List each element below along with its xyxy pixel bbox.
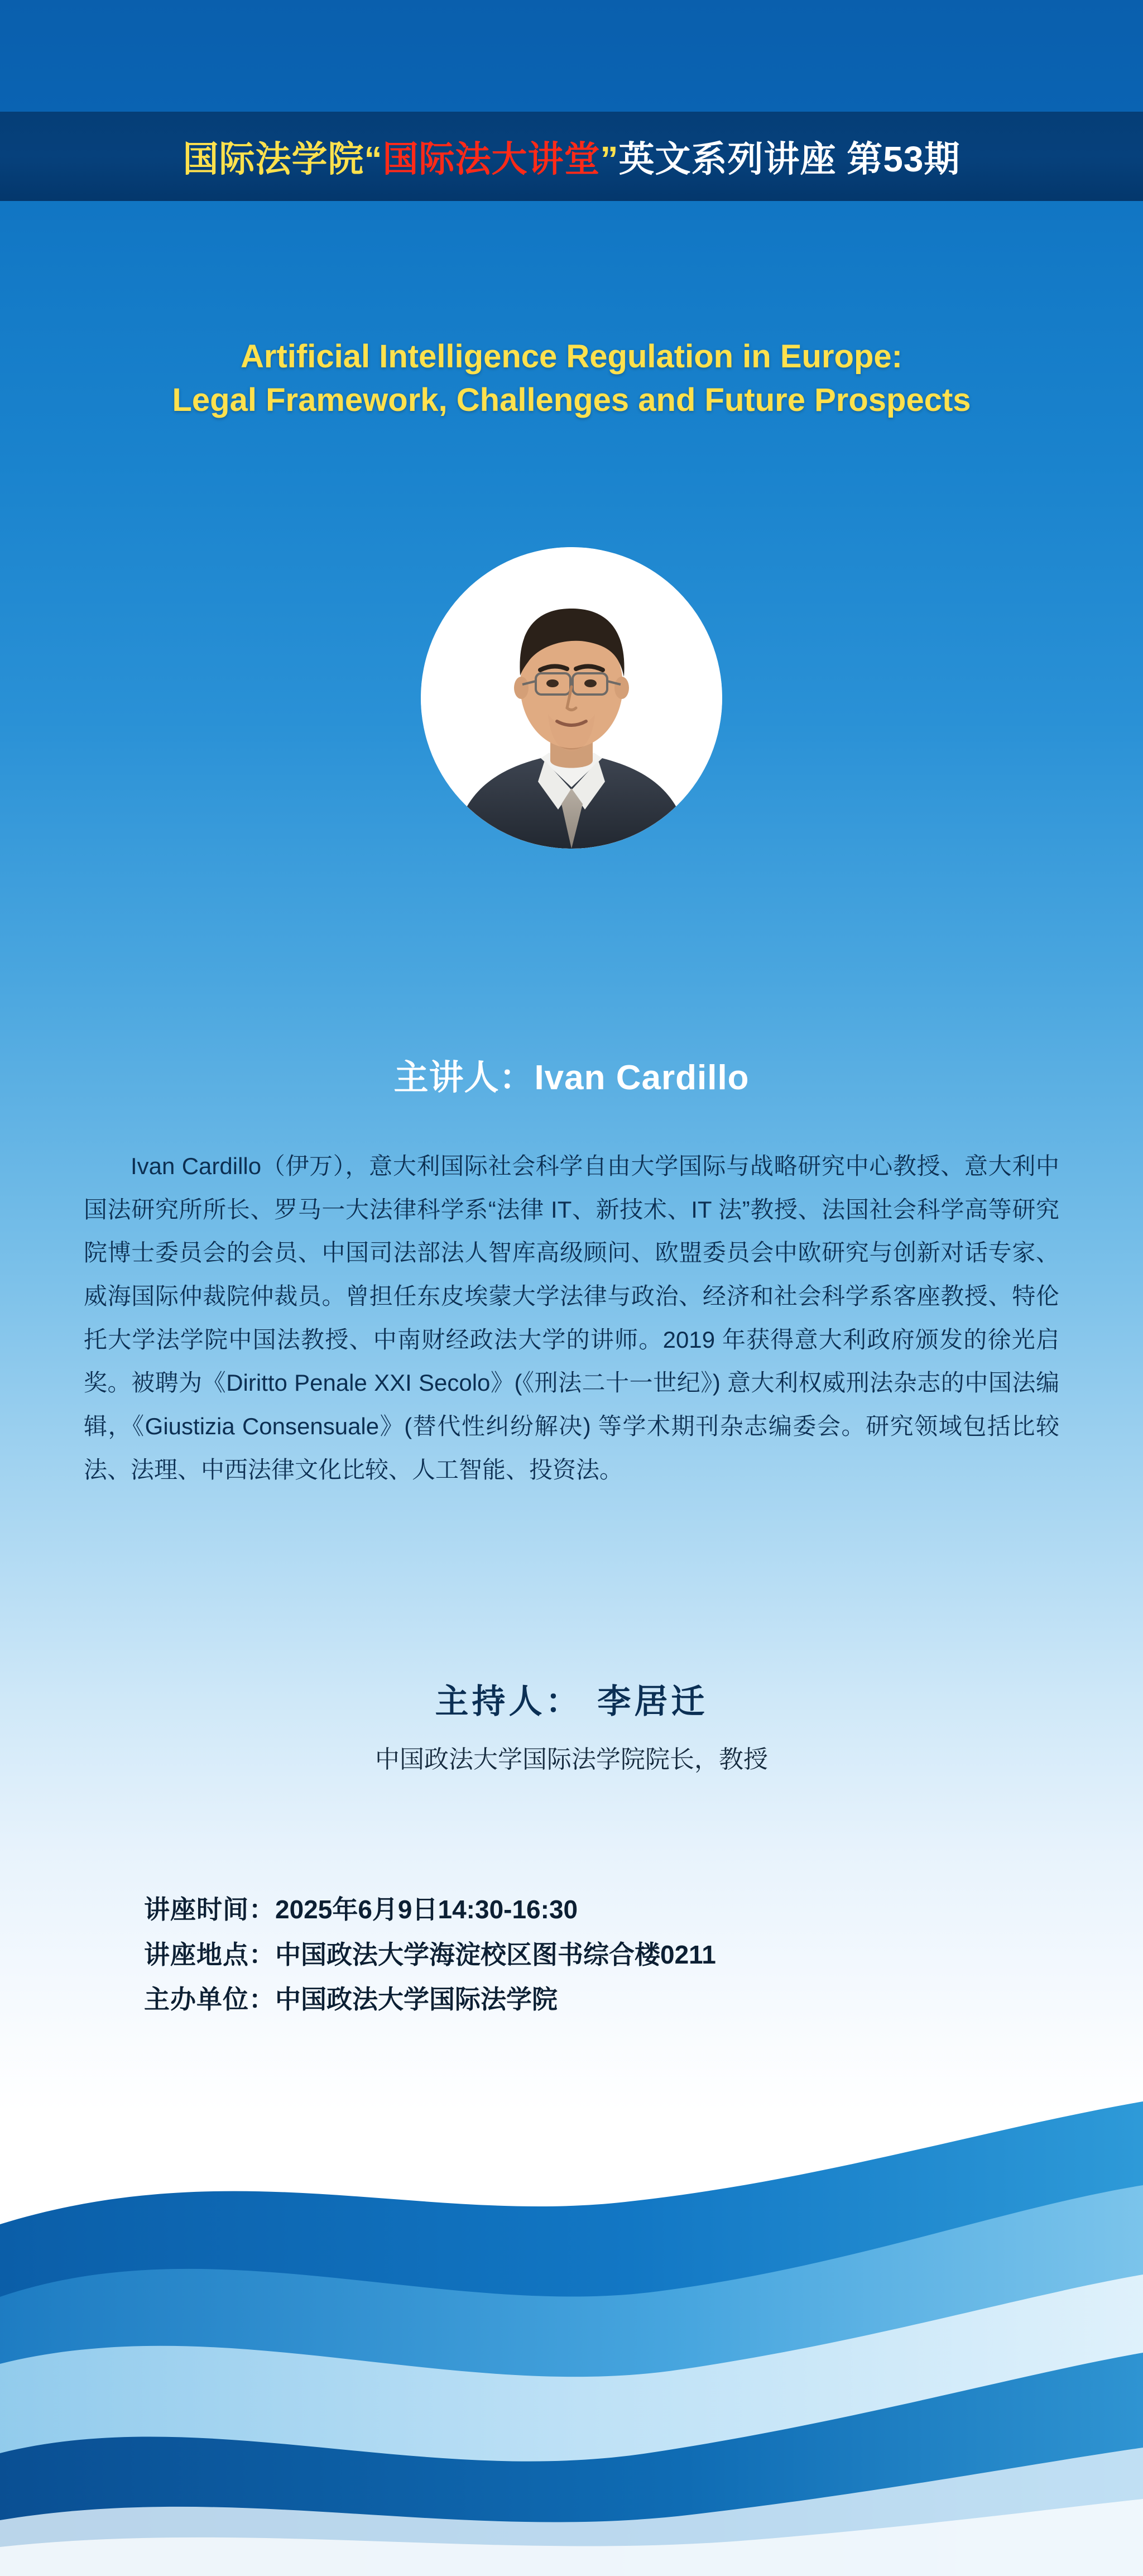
lecture-title-english (0, 335, 1143, 423)
host-name: 主持人： 李居迁 (435, 1682, 708, 1721)
event-organizer-value: 中国政法大学国际法学院 (275, 1985, 558, 2014)
portrait-illustration (421, 547, 722, 849)
host-affiliation: 中国政法大学国际法学院院长，教授 (375, 1746, 768, 1773)
banner-quote-close: ” (600, 139, 619, 179)
banner-text (183, 131, 960, 182)
event-organizer-label: 主办单位： (144, 1985, 275, 2014)
bottom-wave-decoration (0, 1962, 1143, 2576)
event-time-label: 讲座时间： (144, 1895, 275, 1924)
speaker-portrait (421, 547, 722, 849)
banner-bar (0, 112, 1143, 201)
banner-highlight: 国际法大讲堂 (382, 139, 601, 179)
title-line-1: Artificial Intelligence Regulation in Europe: (241, 338, 902, 375)
banner-quote-open: “ (364, 139, 383, 179)
speaker-bio: Ivan Cardillo（伊万），意大利国际社会科学自由大学国际与战略研究中心教授、意大利中国法研究所所长、罗马一大法律科学系“法律 IT、新技术、IT 法”教授、法国社会科学高等研究院博士委员会的会员、中国司法部法人智库高级顾问、欧盟委员会中欧研究与创新对话专家、威海国际仲裁院仲裁员。曾担任东皮埃蒙大学法律与政治、经济和社会科学系客座教授、特伦托大学法学院中国法教授、中南财经政法大学的讲师。2019 年获得意大利政府颁发的徐光启奖。被聘为《Diritto Penale XXI Secolo》(《刑法二十一世纪》) 意大利权威刑法杂志的中国法编辑，《Giustizia Consensuale》(替代性纠纷解决) 等学术期刊杂志编委会。研究领域包括比较法、法理、中西法律文化比较、人工智能、投资法。 (84, 1153, 1059, 1483)
banner-suffix: 英文系列讲座 第53期 (618, 139, 960, 179)
speaker-name-line: 主讲人：Ivan Cardillo (393, 1059, 750, 1097)
event-place-label: 讲座地点： (144, 1940, 275, 1969)
banner-prefix: 国际法学院 (183, 139, 364, 179)
event-place-value: 中国政法大学海淀校区图书综合楼0211 (275, 1940, 716, 1969)
event-time-value: 2025年6月9日14:30-16:30 (275, 1895, 578, 1924)
event-time-row (144, 1887, 716, 1932)
top-blue-strip (0, 0, 1143, 112)
title-line-2: Legal Framework, Challenges and Future Prospects (172, 382, 971, 419)
